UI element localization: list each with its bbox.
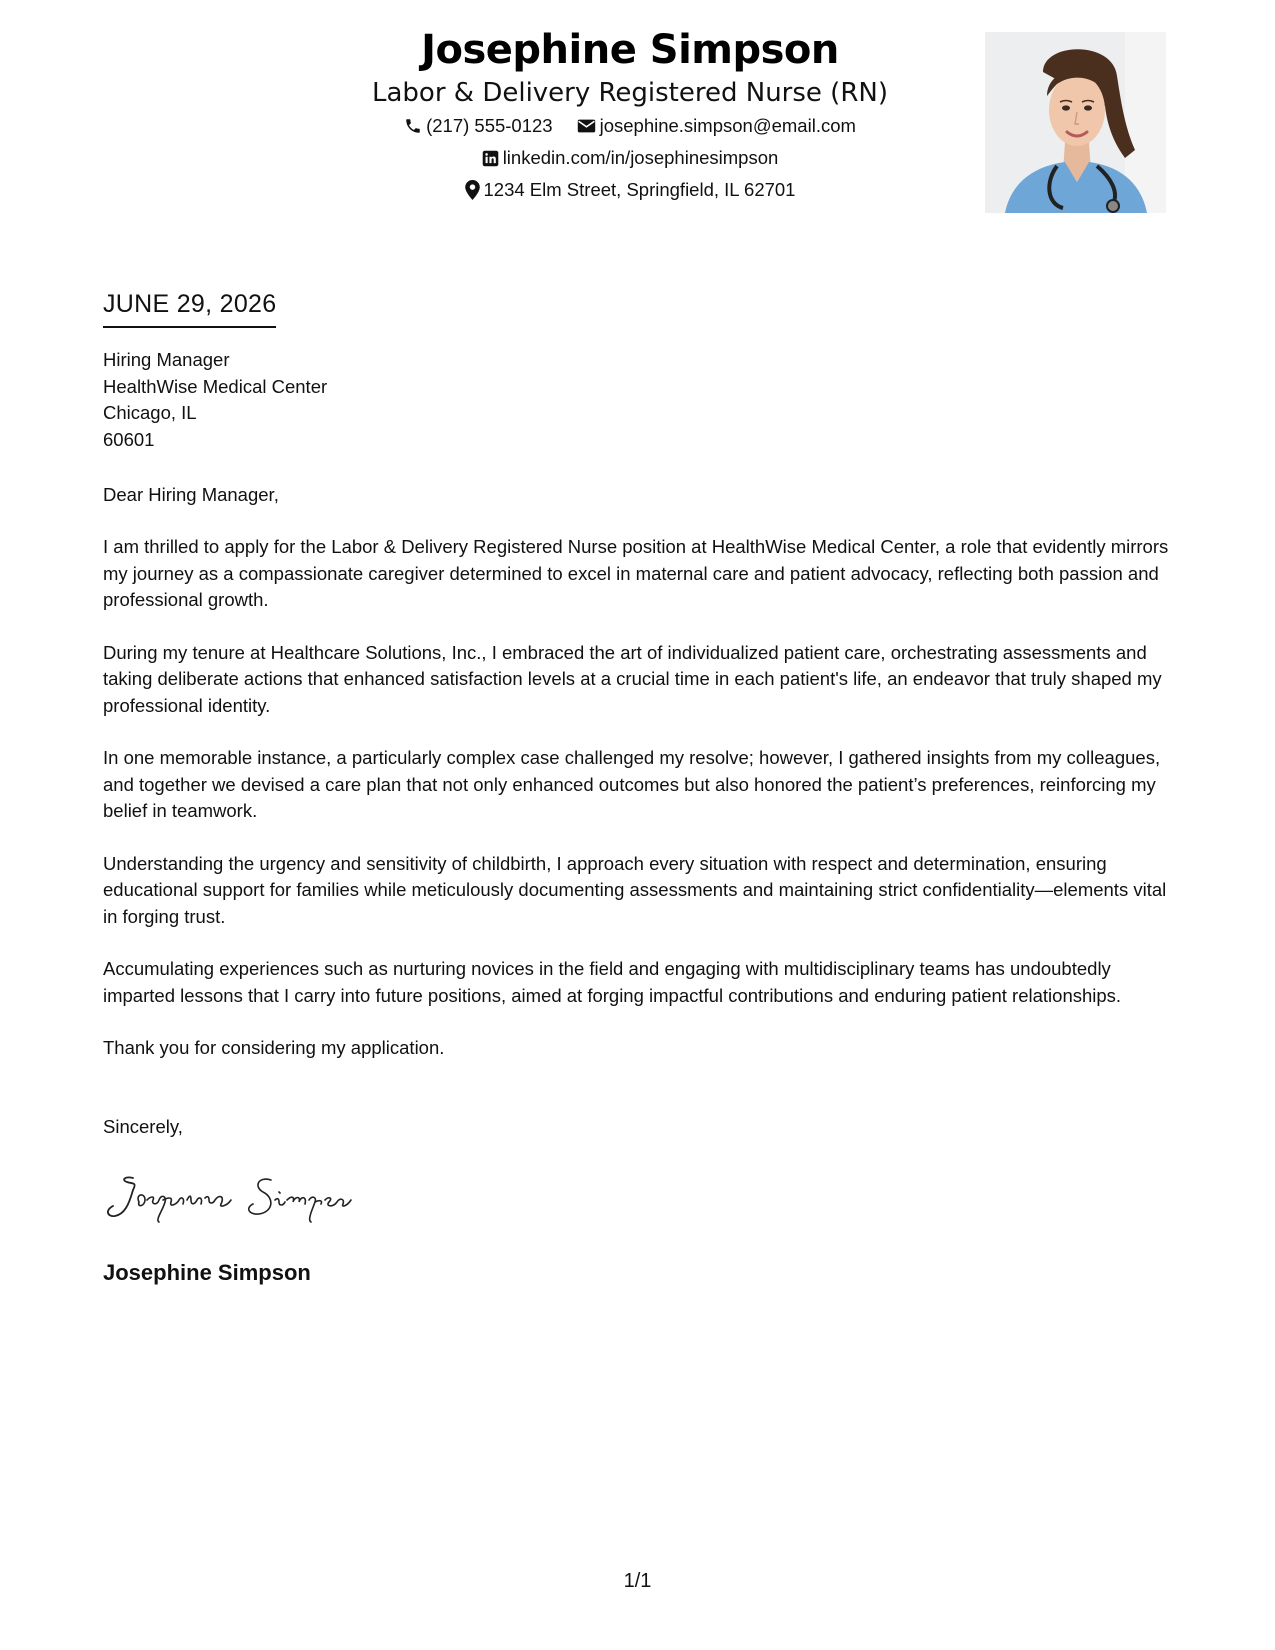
recipient-line: 60601 <box>103 428 155 450</box>
body-paragraph: I am thrilled to apply for the Labor & Delivery Registered Nurse position at HealthWise Medical Center, a role that evidently mirrors my journey as a compassionate caregiver determined to excel in maternal care and patient advocacy, reflecting both passion and professional growth. <box>103 536 1169 610</box>
contact-linkedin[interactable] <box>482 142 779 174</box>
recipient-line: Hiring Manager <box>103 349 230 370</box>
handwritten-signature <box>103 1170 363 1226</box>
contact-phone[interactable] <box>404 110 553 142</box>
contact-address <box>465 174 796 206</box>
linkedin-text: linkedin.com/in/josephinesimpson <box>502 147 779 168</box>
map-pin-icon <box>465 180 480 200</box>
page-number: 1/1 <box>623 1570 652 1592</box>
recipient-line: Chicago, IL <box>103 402 197 423</box>
signature-icon <box>103 1170 363 1226</box>
profile-photo <box>985 32 1166 213</box>
letter-body <box>103 534 1173 1088</box>
closing: Sincerely, <box>103 1116 183 1137</box>
salutation: Dear Hiring Manager, <box>103 484 279 505</box>
body-paragraph: During my tenure at Healthcare Solutions, Inc., I embraced the art of individualized patient care, orchestrating assessments and taking deliberate actions that enhanced satisfaction levels at a crucial time in each patient's life, an endeavor that truly shaped my professional identity. <box>103 641 1162 716</box>
recipient-block <box>103 347 327 453</box>
body-paragraph: Thank you for considering my application. <box>103 1037 445 1058</box>
body-paragraph: In one memorable instance, a particularly complex case challenged my resolve; however, I gathered insights from my colleagues, and together we devised a care plan that not only enhanced outcomes but also honored the patient’s preferences, reinforcing my belief in teamwork. <box>103 747 1161 821</box>
contact-email[interactable] <box>577 110 856 142</box>
recipient-line: HealthWise Medical Center <box>103 375 328 397</box>
letter-date: JUNE 29, 2026 <box>103 288 276 328</box>
envelope-icon <box>577 118 596 134</box>
applicant-name: Josephine Simpson <box>421 27 839 73</box>
body-paragraph: Understanding the urgency and sensitivity of childbirth, I approach every situation with respect and determination, ensuring educational support for families while meticulously documenting assessments and maintaining strict confidentiality—elements vital in forging trust. <box>103 852 1167 927</box>
linkedin-icon <box>482 150 499 167</box>
phone-text: (217) 555-0123 <box>426 115 553 136</box>
email-text: josephine.simpson@email.com <box>599 115 856 136</box>
nurse-portrait-icon <box>985 32 1166 213</box>
body-paragraph: Accumulating experiences such as nurturing novices in the field and engaging with multidisciplinary teams has undoubtedly imparted lessons that I carry into future positions, aimed at forging impactful contributions and enduring patient relationships. <box>103 958 1122 1006</box>
phone-icon <box>404 117 422 135</box>
signer-name: Josephine Simpson <box>103 1260 311 1285</box>
applicant-title: Labor & Delivery Registered Nurse (RN) <box>372 78 888 108</box>
address-text: 1234 Elm Street, Springfield, IL 62701 <box>483 179 796 200</box>
